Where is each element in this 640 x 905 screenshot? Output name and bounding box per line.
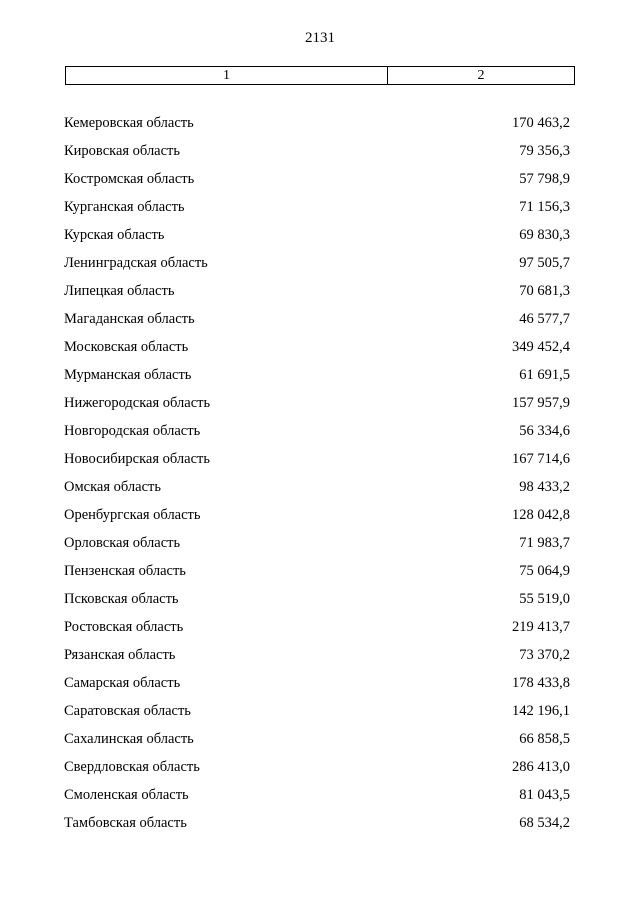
table-row (64, 361, 570, 389)
table-header (65, 66, 575, 85)
table-row (64, 529, 570, 557)
table-row (64, 557, 570, 585)
region-value: 349 452,4 (512, 338, 570, 355)
region-name: Ленинградская область (64, 254, 208, 271)
region-value: 79 356,3 (519, 142, 570, 159)
region-value: 98 433,2 (519, 478, 570, 495)
region-value: 68 534,2 (519, 814, 570, 831)
region-value: 73 370,2 (519, 646, 570, 663)
region-name: Рязанская область (64, 646, 176, 663)
region-value: 286 413,0 (512, 758, 570, 775)
region-value: 69 830,3 (519, 226, 570, 243)
table-row (64, 781, 570, 809)
region-value: 219 413,7 (512, 618, 570, 635)
table-row (64, 193, 570, 221)
table-row (64, 697, 570, 725)
region-name: Смоленская область (64, 786, 189, 803)
region-value: 157 957,9 (512, 394, 570, 411)
table-row (64, 585, 570, 613)
table-row (64, 753, 570, 781)
region-value: 71 156,3 (519, 198, 570, 215)
region-name: Кемеровская область (64, 114, 194, 131)
region-name: Тамбовская область (64, 814, 187, 831)
region-name: Нижегородская область (64, 394, 211, 411)
region-value: 70 681,3 (519, 282, 570, 299)
region-value: 66 858,5 (519, 730, 570, 747)
table-row (64, 669, 570, 697)
region-name: Мурманская область (64, 366, 192, 383)
region-name: Магаданская область (64, 310, 195, 327)
table-row (64, 809, 570, 837)
region-value: 81 043,5 (519, 786, 570, 803)
table-row (64, 473, 570, 501)
region-name: Московская область (64, 338, 189, 355)
region-value: 178 433,8 (512, 674, 570, 691)
region-name: Курская область (64, 226, 165, 243)
table-row (64, 221, 570, 249)
table-row (64, 725, 570, 753)
region-name: Новосибирская область (64, 450, 210, 467)
region-name: Псковская область (64, 590, 179, 607)
region-name: Кировская область (64, 142, 181, 159)
region-name: Орловская область (64, 534, 181, 551)
region-name: Самарская область (64, 674, 181, 691)
table-row (64, 109, 570, 137)
table-row (64, 417, 570, 445)
region-value: 75 064,9 (519, 562, 570, 579)
region-name: Омская область (64, 478, 161, 495)
region-value: 56 334,6 (519, 422, 570, 439)
region-name: Липецкая область (64, 282, 175, 299)
table-row (64, 613, 570, 641)
region-value: 97 505,7 (519, 254, 570, 271)
region-value: 142 196,1 (512, 702, 570, 719)
region-name: Костромская область (64, 170, 195, 187)
region-value: 170 463,2 (512, 114, 570, 131)
region-value: 55 519,0 (519, 590, 570, 607)
region-name: Саратовская область (64, 702, 191, 719)
table-row (64, 249, 570, 277)
region-name: Сахалинская область (64, 730, 194, 747)
region-name: Новгородская область (64, 422, 201, 439)
region-value: 71 983,7 (519, 534, 570, 551)
table-row (64, 277, 570, 305)
region-name: Свердловская область (64, 758, 200, 775)
region-value: 128 042,8 (512, 506, 570, 523)
page-number: 2131 (305, 30, 335, 46)
region-name: Пензенская область (64, 562, 186, 579)
data-table-body (64, 109, 570, 837)
region-value: 46 577,7 (519, 310, 570, 327)
table-row (64, 501, 570, 529)
table-row (64, 137, 570, 165)
region-value: 167 714,6 (512, 450, 570, 467)
region-name: Ростовская область (64, 618, 184, 635)
table-row (64, 445, 570, 473)
table-row (64, 333, 570, 361)
header-column-1: 1 (66, 67, 388, 84)
header-column-2: 2 (477, 67, 485, 83)
region-name: Оренбургская область (64, 506, 201, 523)
region-value: 61 691,5 (519, 366, 570, 383)
table-row (64, 641, 570, 669)
region-value: 57 798,9 (519, 170, 570, 187)
table-row (64, 165, 570, 193)
table-row (64, 389, 570, 417)
table-row (64, 305, 570, 333)
region-name: Курганская область (64, 198, 185, 215)
